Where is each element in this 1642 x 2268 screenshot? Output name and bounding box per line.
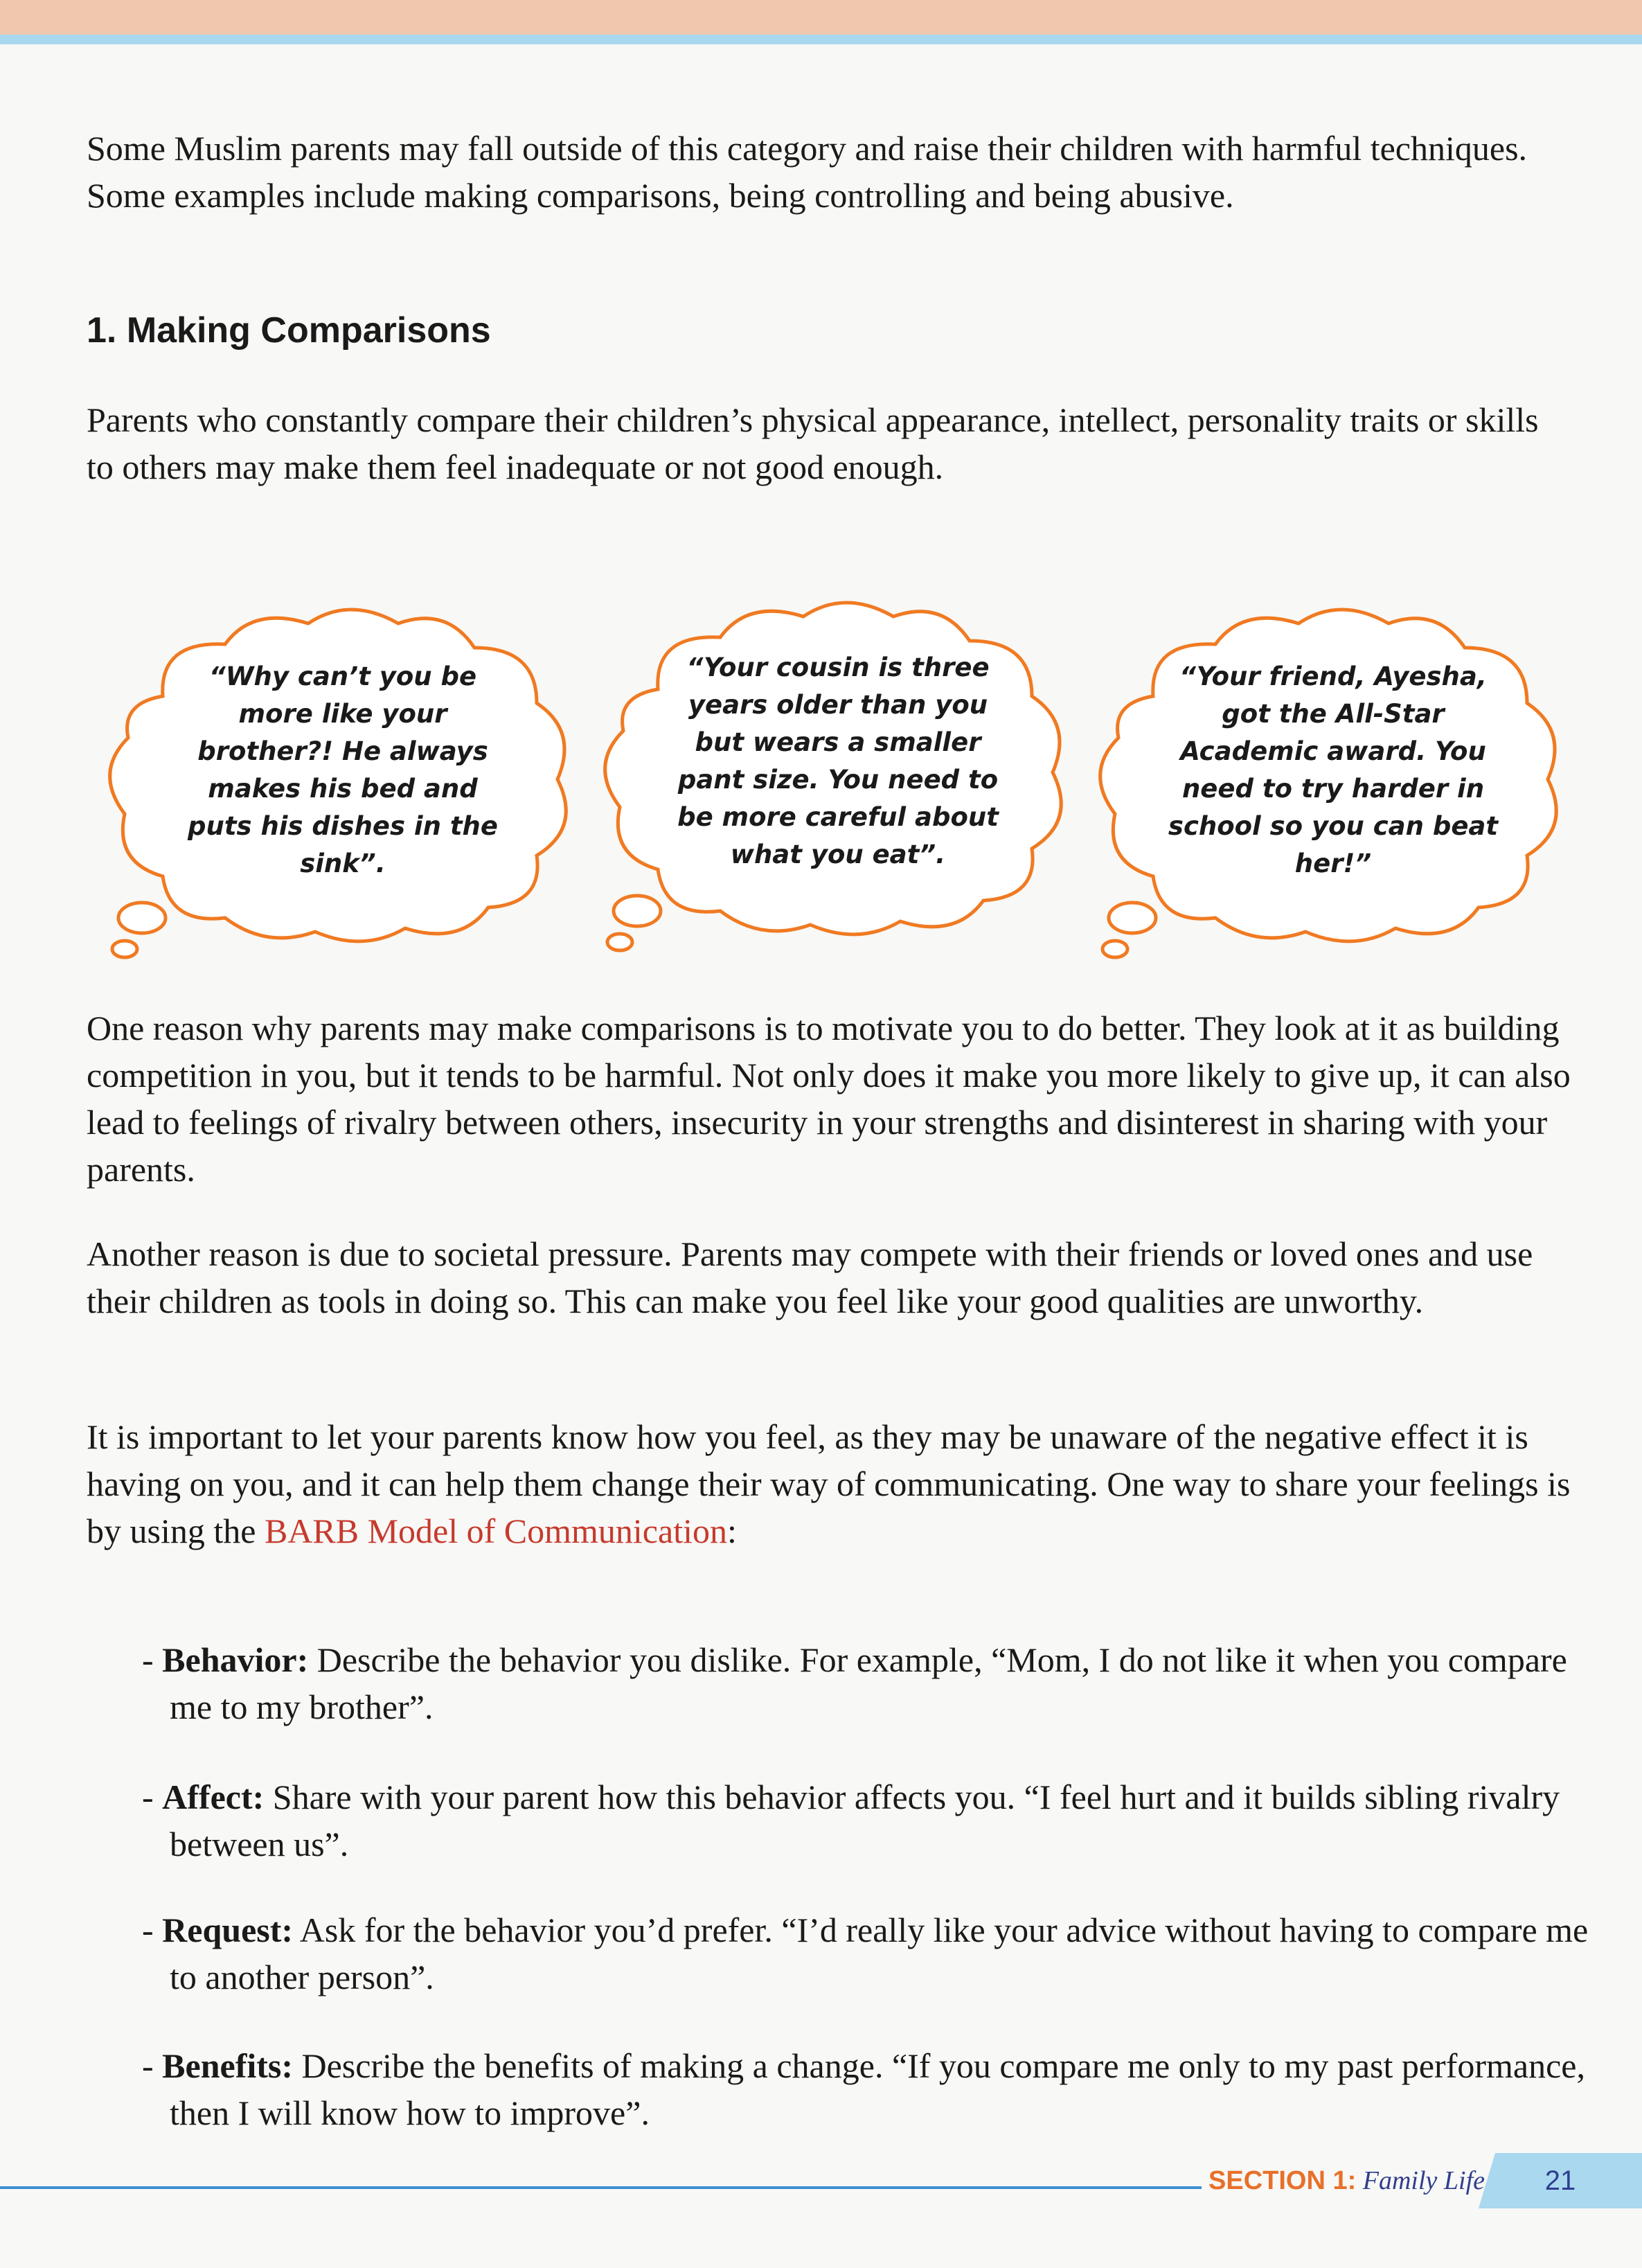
paragraph-motivation: One reason why parents may make comparisons is to motivate you to do better. They look at it as building competition in you, but it tends to be harmful. Not only does it make you more likely to give up, it can also lead to feelings of rivalry between others, insecurity in your strengths and disinterest in sharing with your parents. [87,1009,1571,1189]
barb-model-link: BARB Model of Communication [264,1512,727,1550]
bullet-term: Request: [162,1911,294,1949]
thought-cloud-1 [87,592,585,980]
top-blue-rule [0,35,1642,44]
section-heading: 1. Making Comparisons [87,310,491,351]
footer-section-label [1208,2163,1485,2199]
thought-cloud-2 [582,585,1080,973]
paragraph-societal-pressure: Another reason is due to societal pressure. Parents may compete with their friends or loved ones and use their children as tools in doing so. This can make you feel like your good qualities are unworthy. [87,1234,1533,1320]
bullet-text: Share with your parent how this behavior affects you. “I feel hurt and it builds sibling rivalry between us”. [170,1778,1560,1863]
footer-rule [0,2186,1202,2189]
bullet-text: Describe the behavior you dislike. For example, “Mom, I do not like it when you compare me to my brother”. [170,1640,1567,1726]
quote-text: “Your cousin is three years older than you but wears a smaller pant size. You need to be more careful about what you eat”. [677,653,999,869]
quote-text: “Why can’t you be more like your brother?! He always makes his bed and puts his dishes in the sink”. [188,662,498,878]
paragraph-barb-intro [87,1413,1572,1554]
section-name: Family Life [1362,2166,1485,2195]
bullet-affect: - Affect: Share with your parent how this behavior affects you. “I feel hurt and it builds sibling rivalry between us”. [142,1778,1560,1863]
bullet-term: Behavior: [162,1640,309,1679]
bullet-term: Benefits: [162,2046,293,2085]
bullet-request: - Request: Ask for the behavior you’d prefer. “I’d really like your advice without having to compare me to another person”. [142,1911,1589,1996]
bullet-behavior: - Behavior: Describe the behavior you dislike. For example, “Mom, I do not like it when you compare me to my brother”. [142,1640,1567,1726]
barb-intro-text: It is important to let your parents know how you feel, as they may be unaware of the negative effect it is having on you, and it can help them change their way of communicating. One way to share your feelings is by using the [87,1417,1571,1550]
bullet-benefits: - Benefits: Describe the benefits of making a change. “If you compare me only to my past performance, then I will know how to improve”. [142,2046,1585,2132]
section-number: SECTION 1: [1208,2166,1357,2195]
bullet-text: Describe the benefits of making a change. “If you compare me only to my past performance, then I will know how to improve”. [170,2046,1585,2132]
thought-cloud-3 [1077,592,1576,980]
barb-intro-colon: : [726,1512,737,1550]
paragraph-comparisons: Parents who constantly compare their children’s physical appearance, intellect, personality traits or skills to others may make them feel inadequate or not good enough. [87,400,1539,486]
quote-text: “Your friend, Ayesha, got the All-Star Academic award. You need to try harder in school so you can beat her!” [1168,662,1499,878]
bullet-text: Ask for the behavior you’d prefer. “I’d really like your advice without having to compare me to another person”. [170,1911,1589,1996]
top-color-band [0,0,1642,35]
intro-paragraph: Some Muslim parents may fall outside of this category and raise their children with harmful techniques. Some examples include making comparisons, being controlling and being abusive. [87,129,1528,215]
bullet-term: Affect: [162,1778,265,1816]
page-number: 21 [1544,2165,1576,2196]
